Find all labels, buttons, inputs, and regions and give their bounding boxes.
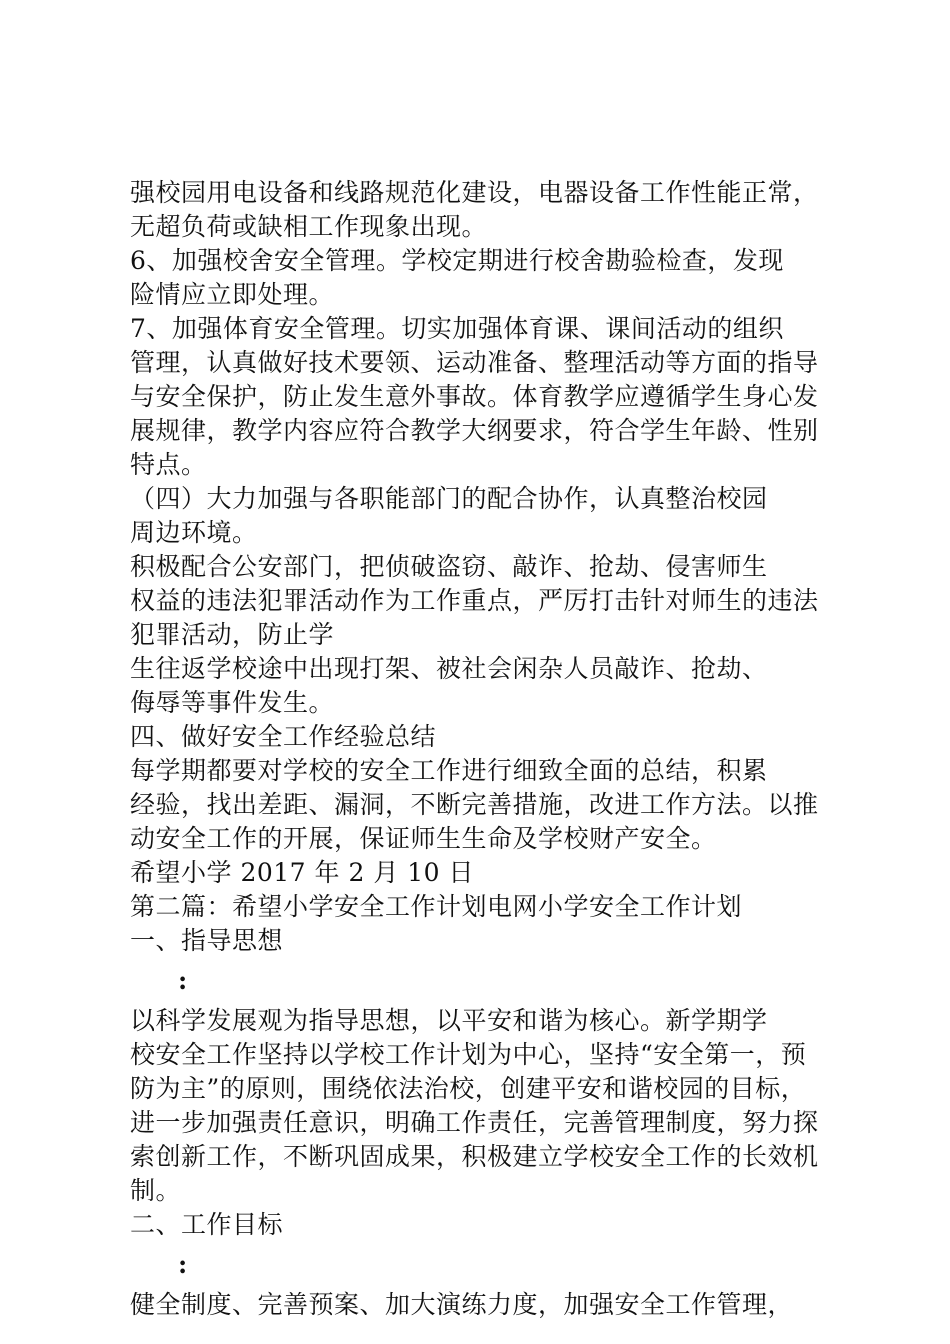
text-line: 二、工作目标 bbox=[130, 1210, 284, 1239]
text-line: 犯罪活动，防止学 bbox=[130, 620, 335, 649]
text-line: 险情应立即处理。 bbox=[130, 280, 335, 309]
text-line: 强校园用电设备和线路规范化建设，电器设备工作性能正常， bbox=[130, 178, 819, 207]
text-line: 周边环境。 bbox=[130, 518, 258, 547]
text-line: 防为主”的原则，围绕依法治校，创建平安和谐校园的目标， bbox=[130, 1074, 807, 1103]
text-line: 特点。 bbox=[130, 450, 207, 479]
text-line: 管理，认真做好技术要领、运动准备、整理活动等方面的指导 bbox=[130, 348, 819, 377]
text-line: 侮辱等事件发生。 bbox=[130, 688, 335, 717]
text-line: 积极配合公安部门，把侦破盗窃、敲诈、抢劫、侵害师生 bbox=[130, 552, 768, 581]
text-line: （四）大力加强与各职能部门的配合协作，认真整治校园 bbox=[130, 484, 768, 513]
text-colon: : bbox=[178, 966, 188, 995]
text-line: 第二篇：希望小学安全工作计划电网小学安全工作计划 bbox=[130, 892, 743, 921]
text-colon: : bbox=[178, 1250, 188, 1279]
text-line: 希望小学 2017 年 2 月 10 日 bbox=[130, 858, 475, 887]
text-line: 7、加强体育安全管理。切实加强体育课、课间活动的组织 bbox=[130, 314, 784, 343]
text-line: 与安全保护，防止发生意外事故。体育教学应遵循学生身心发 bbox=[130, 382, 819, 411]
text-line: 生往返学校途中出现打架、被社会闲杂人员敲诈、抢劫、 bbox=[130, 654, 768, 683]
text-line: 每学期都要对学校的安全工作进行细致全面的总结，积累 bbox=[130, 756, 768, 785]
text-line: 无超负荷或缺相工作现象出现。 bbox=[130, 212, 488, 241]
text-line: 四、做好安全工作经验总结 bbox=[130, 722, 437, 751]
text-line: 以科学发展观为指导思想，以平安和谐为核心。新学期学 bbox=[130, 1006, 768, 1035]
text-line: 健全制度、完善预案、加大演练力度，加强安全工作管理， bbox=[130, 1290, 794, 1319]
text-line: 经验，找出差距、漏洞，不断完善措施，改进工作方法。以推 bbox=[130, 790, 819, 819]
text-line: 索创新工作，不断巩固成果，积极建立学校安全工作的长效机 bbox=[130, 1142, 819, 1171]
text-line: 动安全工作的开展，保证师生生命及学校财产安全。 bbox=[130, 824, 717, 853]
text-line: 制。 bbox=[130, 1176, 182, 1205]
text-line: 校安全工作坚持以学校工作计划为中心，坚持“安全第一，预 bbox=[130, 1040, 807, 1069]
text-line: 展规律，教学内容应符合教学大纲要求，符合学生年龄、性别 bbox=[130, 416, 819, 445]
text-line: 权益的违法犯罪活动作为工作重点，严厉打击针对师生的违法 bbox=[130, 586, 819, 615]
text-line: 进一步加强责任意识，明确工作责任，完善管理制度，努力探 bbox=[130, 1108, 819, 1137]
text-line: 6、加强校舍安全管理。学校定期进行校舍勘验检查，发现 bbox=[130, 246, 784, 275]
text-line: 一、指导思想 bbox=[130, 926, 284, 955]
